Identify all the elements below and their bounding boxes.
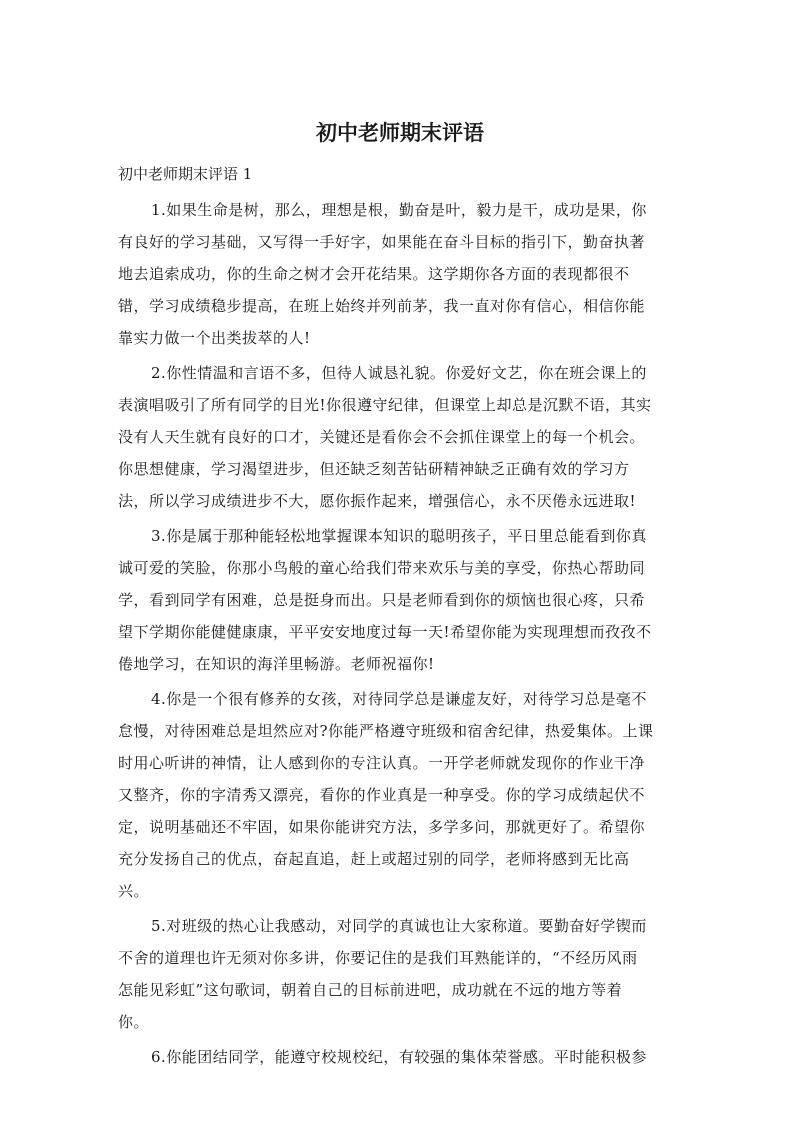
paragraph-line: 有良好的学习基础，又写得一手好字，如果能在奋斗目标的指引下，勤奋执著: [118, 233, 646, 251]
document-body: [118, 194, 684, 1076]
paragraph-3: [118, 520, 684, 680]
paragraph-line: 没有人天生就有良好的口才，关键还是看你会不会抓住课堂上的每一个机会。: [118, 428, 646, 446]
paragraph-line: 倦地学习，在知识的海洋里畅游。老师祝福你!: [118, 655, 435, 673]
paragraph-line: 2.你性情温和言语不多，但待人诚恳礼貌。你爱好文艺，你在班会课上的: [151, 364, 647, 382]
paragraph-line: 6.你能团结同学，能遵守校规校纪，有较强的集体荣誉感。平时能积极参: [151, 1048, 647, 1066]
document-title: 初中老师期末评语: [316, 121, 484, 145]
paragraph-line: 1.如果生命是树，那么，理想是根，勤奋是叶，毅力是干，成功是果，你: [151, 201, 647, 219]
paragraph-2: [118, 357, 684, 517]
paragraph-line: 你思想健康，学习渴望进步，但还缺乏刻苦钻研精神缺乏正确有效的学习方: [118, 460, 630, 478]
paragraph-line: 你。: [118, 1013, 150, 1031]
paragraph-6: [118, 1041, 684, 1073]
paragraph-line: 怎能见彩虹”这句歌词，朝着自己的目标前进吧，成功就在不远的地方等着: [118, 981, 623, 999]
paragraph-line: 又整齐，你的字清秀又漂亮，看你的作业真是一种享受。你的学习成绩起伏不: [118, 786, 646, 804]
document-subtitle: 初中老师期末评语 1: [118, 165, 253, 183]
paragraph-line: 学，看到同学有困难，总是挺身而出。只是老师看到你的烦恼也很心疼，只希: [118, 591, 646, 609]
paragraph-4: [118, 683, 684, 907]
paragraph-line: 时用心听讲的神情，让人感到你的专注认真。一开学老师就发现你的作业干净: [118, 754, 646, 772]
paragraph-line: 表演唱吸引了所有同学的目光!你很遵守纪律，但课堂上却总是沉默不语，其实: [118, 396, 652, 414]
paragraph-line: 靠实力做一个出类拔萃的人!: [118, 329, 311, 347]
paragraph-line: 错，学习成绩稳步提高，在班上始终并列前茅，我一直对你有信心，相信你能: [118, 297, 646, 315]
paragraph-line: 兴。: [118, 882, 150, 900]
paragraph-1: [118, 194, 684, 354]
paragraph-line: 法，所以学习成绩进步不大，愿你振作起来，增强信心，永不厌倦永远进取!: [118, 492, 637, 510]
paragraph-line: 充分发扬自己的优点，奋起直追，赶上或超过别的同学，老师将感到无比高: [118, 850, 630, 868]
paragraph-line: 诚可爱的笑脸，你那小鸟般的童心给我们带来欢乐与美的享受，你热心帮助同: [118, 559, 646, 577]
paragraph-line: 地去追索成功，你的生命之树才会开花结果。这学期你各方面的表现都很不: [118, 265, 630, 283]
paragraph-line: 3.你是属于那种能轻松地掌握课本知识的聪明孩子，平日里总能看到你真: [151, 527, 647, 545]
paragraph-line: 定，说明基础还不牢固，如果你能讲究方法，多学多问，那就更好了。希望你: [118, 818, 646, 836]
paragraph-line: 4.你是一个很有修养的女孩，对待同学总是谦虚友好，对待学习总是毫不: [151, 690, 647, 708]
paragraph-line: 望下学期你能健健康康，平平安安地度过每一天!希望你能为实现理想而孜孜不: [118, 623, 652, 641]
paragraph-line: 怠慢，对待困难总是坦然应对?你能严格遵守班级和宿舍纪律，热爱集体。上课: [118, 722, 654, 740]
paragraph-line: 不舍的道理也许无须对你多讲，你要记住的是我们耳熟能详的，“不经历风雨: [118, 949, 638, 967]
paragraph-5: [118, 910, 684, 1038]
paragraph-line: 5.对班级的热心让我感动，对同学的真诚也让大家称道。要勤奋好学锲而: [151, 917, 647, 935]
